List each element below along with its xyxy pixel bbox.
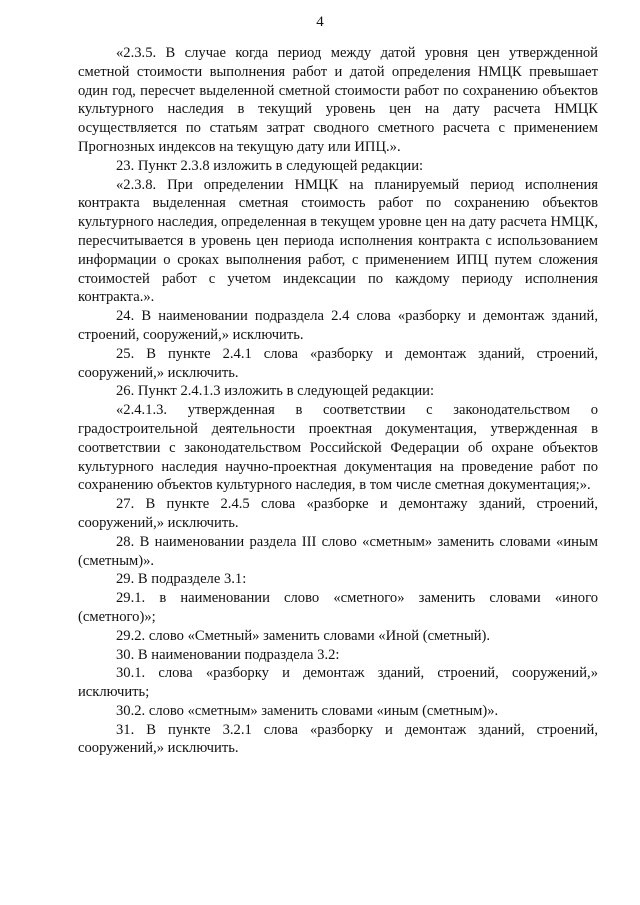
paragraph-item-27: 27. В пункте 2.4.5 слова «разборке и демонтажу зданий, строений, сооружений,» исключить. (78, 496, 598, 531)
paragraph-item-28: 28. В наименовании раздела III слово «сметным» заменить словами «иным (сметным)». (78, 533, 598, 569)
paragraph-2-4-1-3-text: «2.4.1.3. утвержденная в соответствии с законодательством о градостроительной деятельности проектная документация, утвержденная в соответствии с законодательством Российской Федерации об охране объектов культурного наследия научно-проектная документация на проведение работ по сохранению объектов культурного наследия, в том числе сметная документация;». (78, 402, 598, 494)
page-number: 4 (316, 14, 324, 30)
paragraph-item-24: 24. В наименовании подраздела 2.4 слова «разборку и демонтаж зданий, строений, сооружений,» исключить. (78, 308, 598, 343)
paragraph-2-3-5-text: «2.3.5. В случае когда период между датой уровня цен утвержденной сметной стоимости выполнения работ и датой определения НМЦК превышает один год, пересчет выделенной сметной стоимости работ по сохранению объектов культурного наследия в текущий уровень цен на дату расчета НМЦК осуществляется по статьям затрат сводного сметного расчета с применением Прогнозных индексов на текущую дату или ИПЦ.». (78, 45, 598, 155)
paragraph-item-23: 23. Пункт 2.3.8 изложить в следующей редакции: (116, 157, 424, 174)
paragraph-2-3-8-text: «2.3.8. При определении НМЦК на планируемый период исполнения контракта выделенная сметная стоимость работ по сохранению объектов культурного наследия, определенная в текущем уровне цен на дату расчета НМЦК, пересчитывается в уровень цен периода исполнения контракта с использованием информации о сроках выполнения работ, с применением ИПЦ путем сложения стоимостей работ с учетом индексации по каждому периоду исполнения контракта.». (78, 176, 598, 306)
paragraph-item-29: 29. В подразделе 3.1: (116, 571, 247, 588)
paragraph-item-30: 30. В наименовании подраздела 3.2: (116, 646, 340, 663)
paragraph-item-30-1: 30.1. слова «разборку и демонтаж зданий, строений, сооружений,» исключить; (78, 665, 598, 701)
paragraph-item-31: 31. В пункте 3.2.1 слова «разборку и демонтаж зданий, строений, сооружений,» исключить. (78, 721, 598, 757)
paragraph-item-26: 26. Пункт 2.4.1.3 изложить в следующей редакции: (116, 383, 435, 400)
paragraph-item-29-2: 29.2. слово «Сметный» заменить словами «Иной (сметный). (116, 627, 491, 644)
paragraph-item-25: 25. В пункте 2.4.1 слова «разборку и демонтаж зданий, строений, сооружений,» исключить. (78, 345, 598, 381)
paragraph-item-30-2: 30.2. слово «сметным» заменить словами «иным (сметным)». (116, 702, 499, 719)
paragraph-item-29-1: 29.1. в наименовании слово «сметного» заменить словами «иного (сметного)»; (78, 590, 598, 625)
document-body (78, 44, 598, 758)
